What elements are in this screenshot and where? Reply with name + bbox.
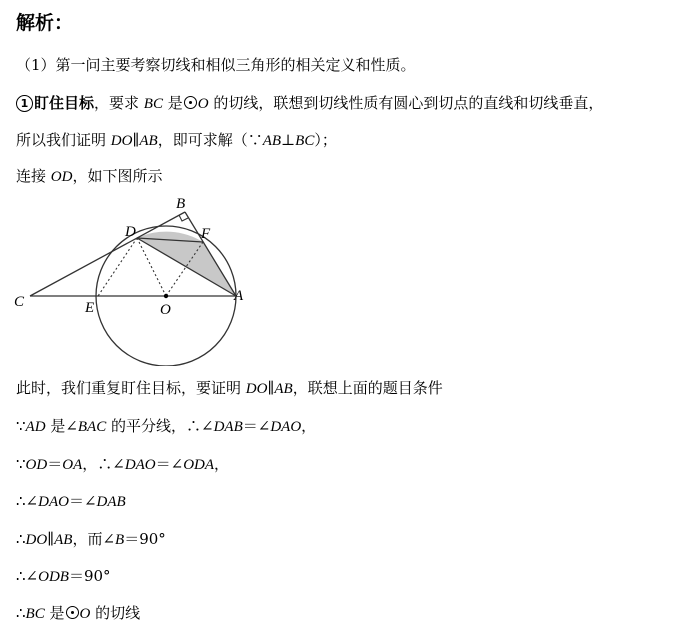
circle-dot-icon [184,96,197,109]
proof-line-3: ∴∠DAO＝∠DAB [16,492,126,510]
line-cb [30,212,185,296]
step1-line: 1 盯住目标，要求 BC 是 O 的切线，联想到切线性质有圆心到切点的直线和切线垂直， [16,93,603,114]
label-d: D [125,224,136,240]
label-o: O [160,302,171,318]
label-f: F [201,226,211,242]
label-b: B [176,196,186,212]
center-point [164,294,168,298]
part1-intro: （1）第一问主要考察切线和相似三角形的相关定义和性质。 [16,56,416,74]
proof-line-2: ∵OD＝OA，∴∠DAO＝∠ODA， [16,455,230,473]
section-title: 解析： [16,12,74,34]
proof-line-4: ∴DO∥AB，而∠B＝90° [16,530,166,548]
step1-line-2: 所以我们证明 DO∥AB，即可求解（∵AB⊥BC）； [16,131,337,149]
circle-dot-icon [66,606,79,619]
proof-line-5: ∴∠ODB＝90° [16,567,111,585]
dotted-de [98,238,137,296]
proof-line-1: ∵AD 是∠BAC 的平分线，∴∠DAB＝∠DAO， [16,417,317,435]
label-c: C [14,294,25,310]
label-e: E [85,300,95,316]
step-number-badge: 1 [16,95,33,112]
now-line: 此时，我们重复盯住目标，要证明 DO∥AB，联想上面的题目条件 [16,379,443,397]
connect-line: 连接 OD，如下图所示 [16,167,163,185]
proof-line-6: ∴BC 是 O 的切线 [16,604,141,622]
label-a: A [234,288,244,304]
geometry-figure [8,196,268,366]
step-goal: 盯住目标 [34,94,95,112]
